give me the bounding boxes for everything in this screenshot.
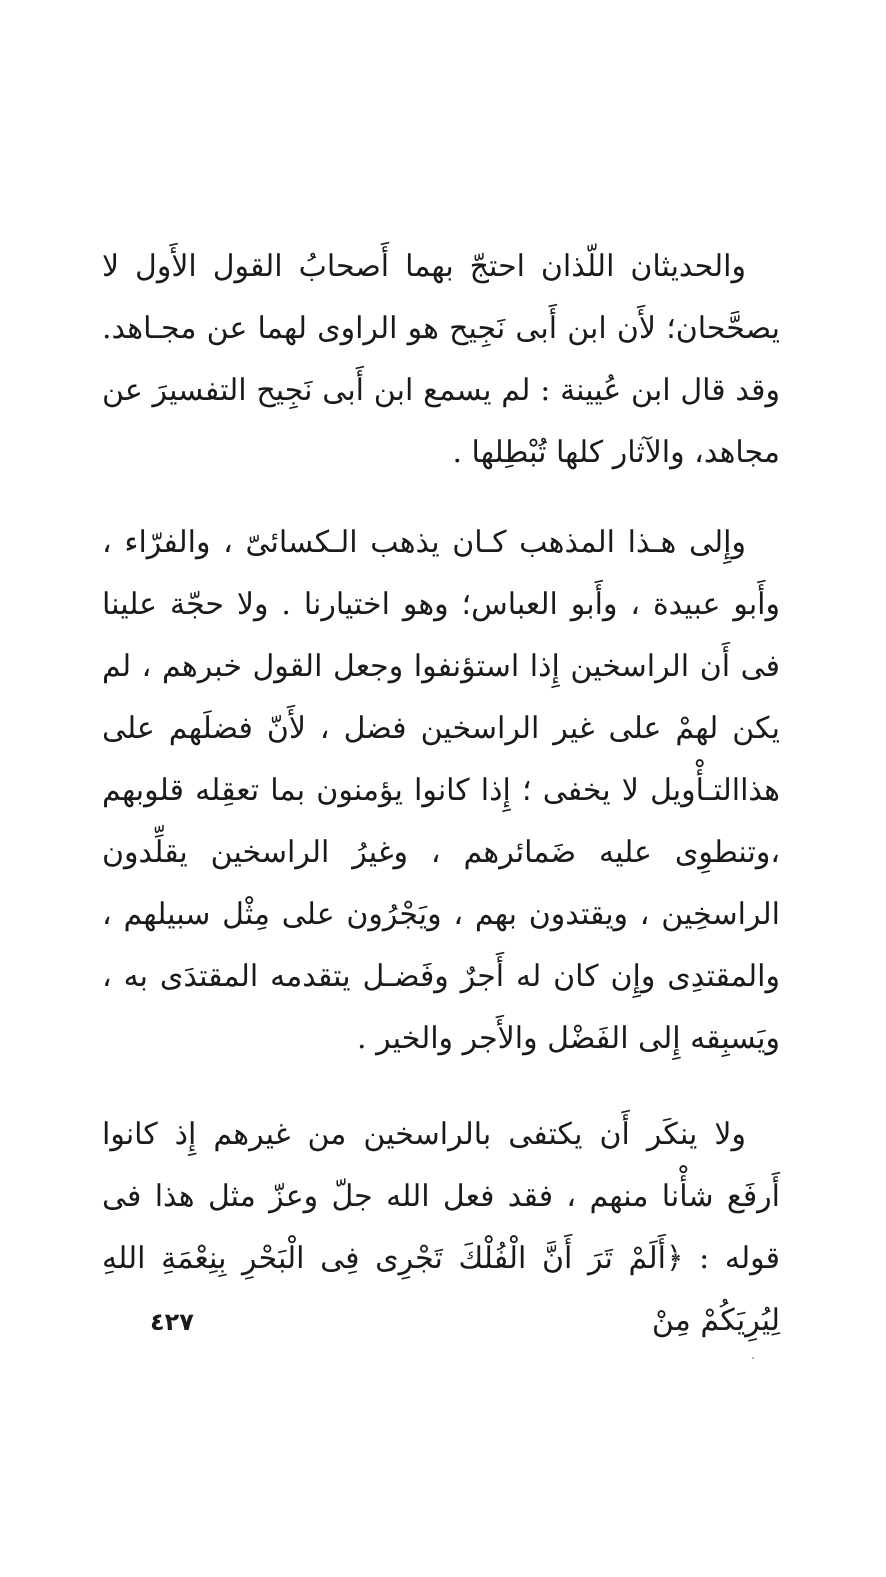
text-block-1 bbox=[102, 236, 780, 484]
text-block-2 bbox=[102, 512, 780, 1070]
scan-speck bbox=[752, 1357, 754, 1359]
paragraph-2: وإِلى هـذا المذهب كـان يذهب الـكسائىّ ، والفرّاء ، وأَبو عبيدة ، وأَبو العباس؛ وهو اختيارنا . ولا حجّة علينا فى أَن الراسخين إِذا استؤنفوا وجعل القول خبرهم ، لم يكن لهمْ على غير الراسخين فضل ، لأَنّ فضلَهم على هذاالتـأْويل لا يخفى ؛ إِذا كانوا يؤمنون بما تعقِله قلوبهم ،وتنطوِى عليه ضَمائرهم ، وغيرُ الراسخين يقلِّدون الراسخِين ، ويقتدون بهم ، ويَجْرُون على مِثْل سبيلهم ، والمقتدِى وإِن كان له أَجرٌ وفَضـل يتقدمه المقتدَى به ، ويَسبِقه إِلى الفَضْل والأَجر والخير . bbox=[102, 525, 780, 1056]
paragraph-3: ولا ينكَر أَن يكتفى بالراسخين من غيرهم إِذ كانوا أَرفَع شأْنا منهم ، فقد فعل الله جلّ وعزّ مثل هذا فى قوله : ﴿أَلَمْ تَرَ أَنَّ الْفُلْكَ تَجْرِى فِى الْبَحْرِ بِنِعْمَةِ اللهِ لِيُرِيَكُمْ مِنْ bbox=[102, 1117, 780, 1338]
page-number: ٤٢٧ bbox=[150, 1308, 194, 1336]
paragraph-1: والحديثان اللّذان احتجّ بهما أَصحابُ القول الأَول لا يصحَّحان؛ لأَن ابن أَبى نَجِيح هو الراوى لهما عن مجـاهد. وقد قال ابن عُيينة : لم يسمع ابن أَبى نَجِيح التفسيرَ عن مجاهد، والآثار كلها تُبْطِلها . bbox=[102, 249, 780, 470]
